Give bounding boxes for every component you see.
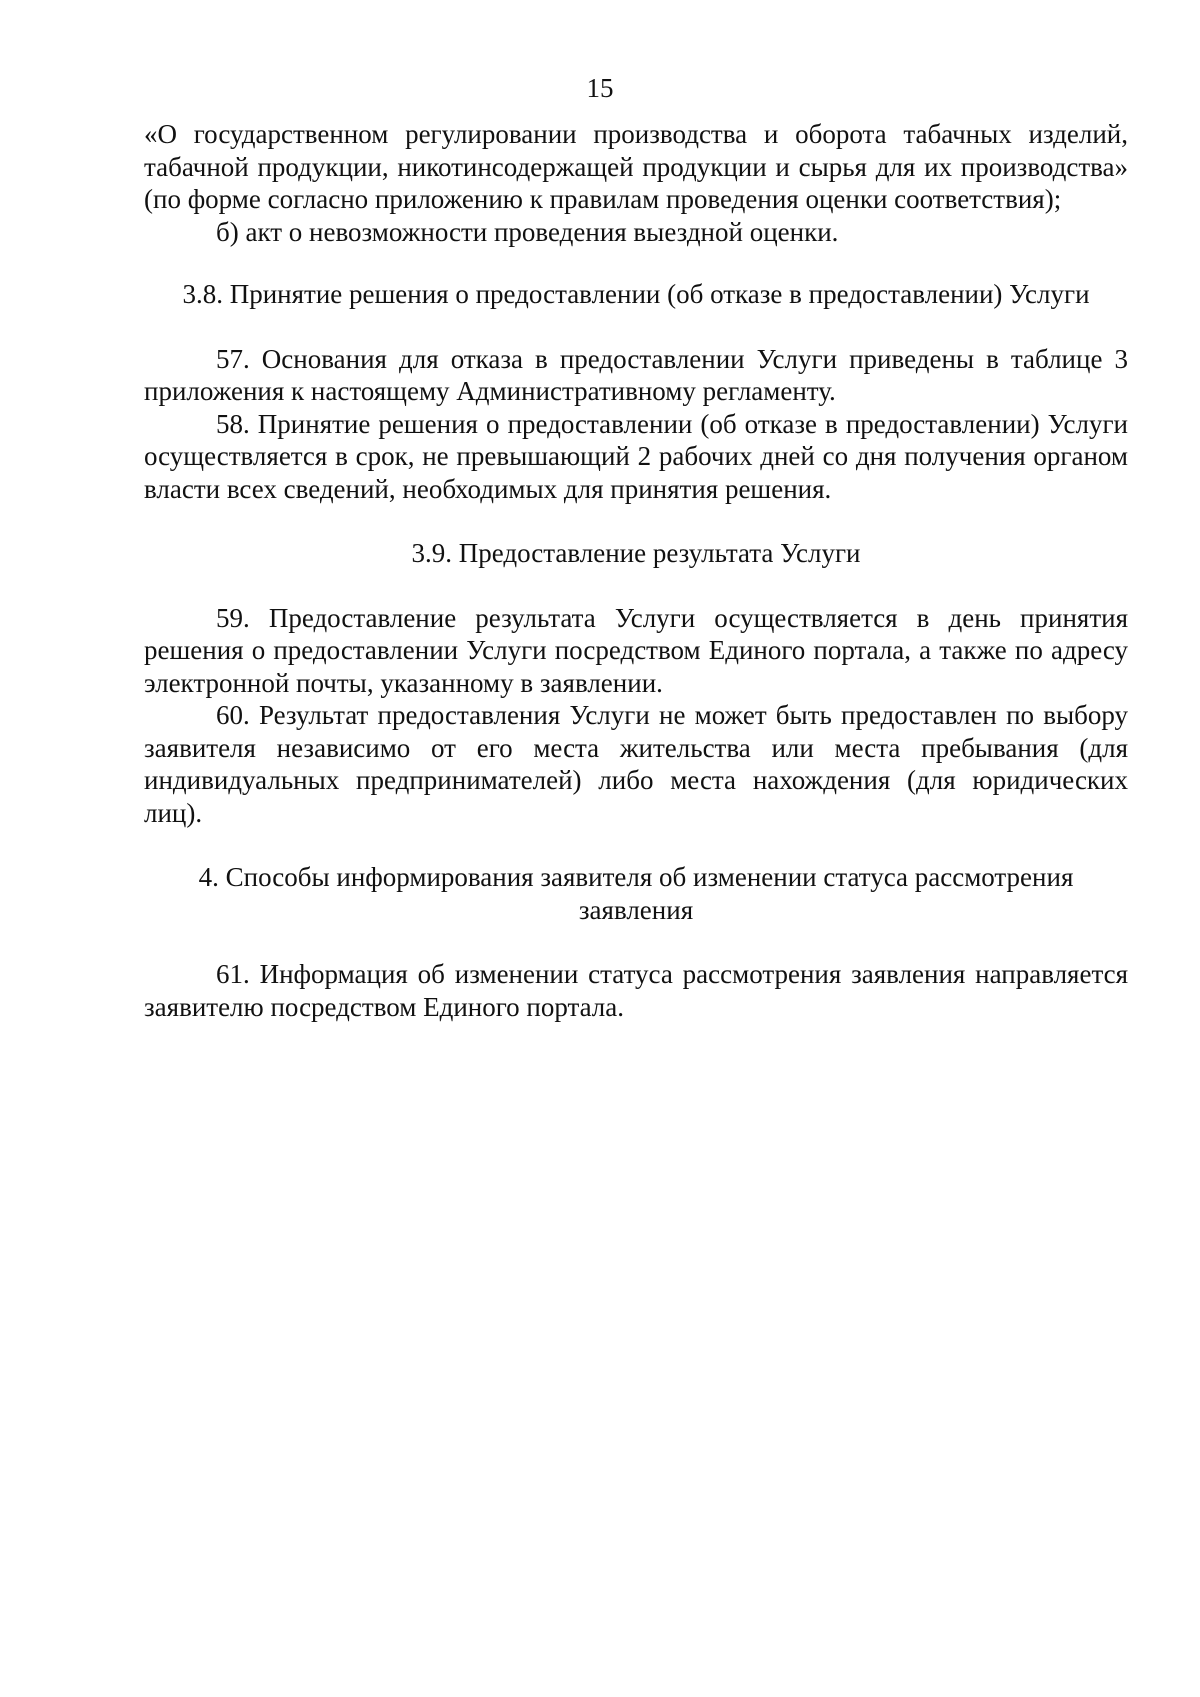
spacer	[144, 926, 1128, 958]
spacer	[144, 505, 1128, 537]
page-number: 15	[586, 73, 614, 103]
spacer	[144, 570, 1128, 602]
paragraph-60: 60. Результат предоставления Услуги не может быть предоставлен по выбору заявителя независимо от его места жительства или места пребывания (для индивидуальных предпринимателей) либо места нахождения (для юридических лиц).	[144, 700, 1128, 828]
paragraph-continuation: «О государственном регулировании производства и оборота табачных изделий, табачной продукции, никотинсодержащей продукции и сырья для их производства» (по форме согласно приложению к правилам проведения оценки соответствия);	[144, 119, 1128, 214]
paragraph-61: 61. Информация об изменении статуса рассмотрения заявления направляется заявителю посредством Единого портала.	[144, 959, 1128, 1022]
paragraph-59: 59. Предоставление результата Услуги осуществляется в день принятия решения о предоставлении Услуги посредством Единого портала, а также по адресу электронной почты, указанному в заявлении.	[144, 602, 1128, 698]
paragraph-57: 57. Основания для отказа в предоставлении Услуги приведены в таблице 3 приложения к настоящему Административному регламенту.	[144, 343, 1128, 406]
section-heading-4: 4. Способы информирования заявителя об изменении статуса рассмотрения заявления	[198, 862, 1074, 925]
spacer	[144, 829, 1128, 861]
spacer	[144, 248, 1128, 278]
section-heading-3-9: 3.9. Предоставление результата Услуги	[411, 538, 861, 568]
paragraph-58: 58. Принятие решения о предоставлении (об отказе в предоставлении) Услуги осуществляется в срок, не превышающий 2 рабочих дней со дня получения органом власти всех сведений, необходимых для принятия решения.	[144, 408, 1128, 504]
section-heading-3-8: 3.8. Принятие решения о предоставлении (об отказе в предоставлении) Услуги	[182, 279, 1090, 309]
document-body	[144, 118, 1128, 1023]
paragraph-item-b: б) акт о невозможности проведения выездной оценки.	[216, 216, 839, 247]
spacer	[144, 311, 1128, 343]
